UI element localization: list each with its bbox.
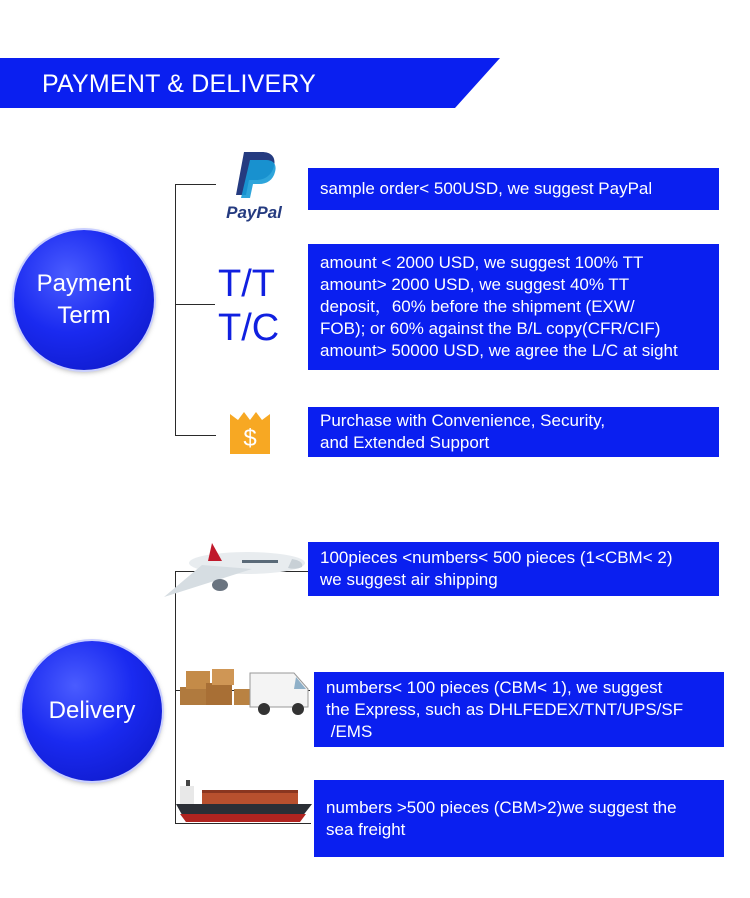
tt-info-line: deposit，60% before the shipment (EXW/ — [320, 297, 635, 316]
sea-info-line: numbers >500 pieces (CBM>2)we suggest the — [326, 797, 677, 817]
payment-term-label-line1: Payment — [36, 269, 132, 297]
sea-info-box — [314, 780, 724, 857]
secure-info-line: and Extended Support — [320, 433, 490, 452]
delivery-circle — [22, 641, 162, 781]
payment-term-label-line2: Term — [57, 302, 111, 329]
payment-term-circle — [14, 230, 154, 370]
payment-bracket-connector — [175, 304, 215, 305]
tt-info-line: amount> 2000 USD, we suggest 40% TT — [320, 275, 630, 294]
secure-info-box — [308, 407, 719, 457]
paypal-info-box — [308, 168, 719, 210]
secure-payment-icon — [224, 408, 276, 460]
tt-info-line: FOB); or 60% against the B/L copy(CFR/CIF) — [320, 319, 661, 338]
paypal-info-text: sample order< 500USD, we suggest PayPal — [320, 179, 653, 198]
air-info-line: we suggest air shipping — [320, 570, 498, 589]
air-info-line: 100pieces <numbers< 500 pieces (1<CBM< 2) — [320, 548, 673, 567]
tt-label: T/T — [218, 263, 275, 305]
air-info-box — [308, 542, 719, 596]
payment-bracket — [175, 184, 216, 436]
tt-info-line: amount> 50000 USD, we agree the L/C at sight — [320, 341, 678, 360]
airplane-image — [142, 535, 307, 605]
page-title: PAYMENT & DELIVERY — [42, 70, 317, 98]
paypal-logo — [214, 150, 294, 222]
cargo-ship-image — [172, 772, 318, 830]
express-info-line: the Express, such as DHLFEDEX/TNT/UPS/SF — [326, 699, 684, 719]
express-info-line: /EMS — [326, 721, 373, 741]
delivery-label: Delivery — [48, 696, 136, 724]
tt-tc-label — [218, 262, 279, 350]
express-info-line: numbers< 100 pieces (CBM< 1), we suggest — [326, 677, 663, 697]
svg-text:PayPal: PayPal — [226, 203, 282, 222]
sea-info-line: sea freight — [326, 819, 406, 839]
tt-info-line: amount < 2000 USD, we suggest 100% TT — [320, 253, 644, 272]
secure-info-line: Purchase with Convenience, Security, — [320, 411, 606, 430]
paypal-icon — [214, 150, 294, 222]
svg-text:$: $ — [243, 425, 257, 452]
tt-info-box — [308, 244, 719, 370]
tc-label: T/C — [218, 307, 280, 349]
express-info-box — [314, 672, 724, 747]
van-image — [178, 665, 318, 717]
